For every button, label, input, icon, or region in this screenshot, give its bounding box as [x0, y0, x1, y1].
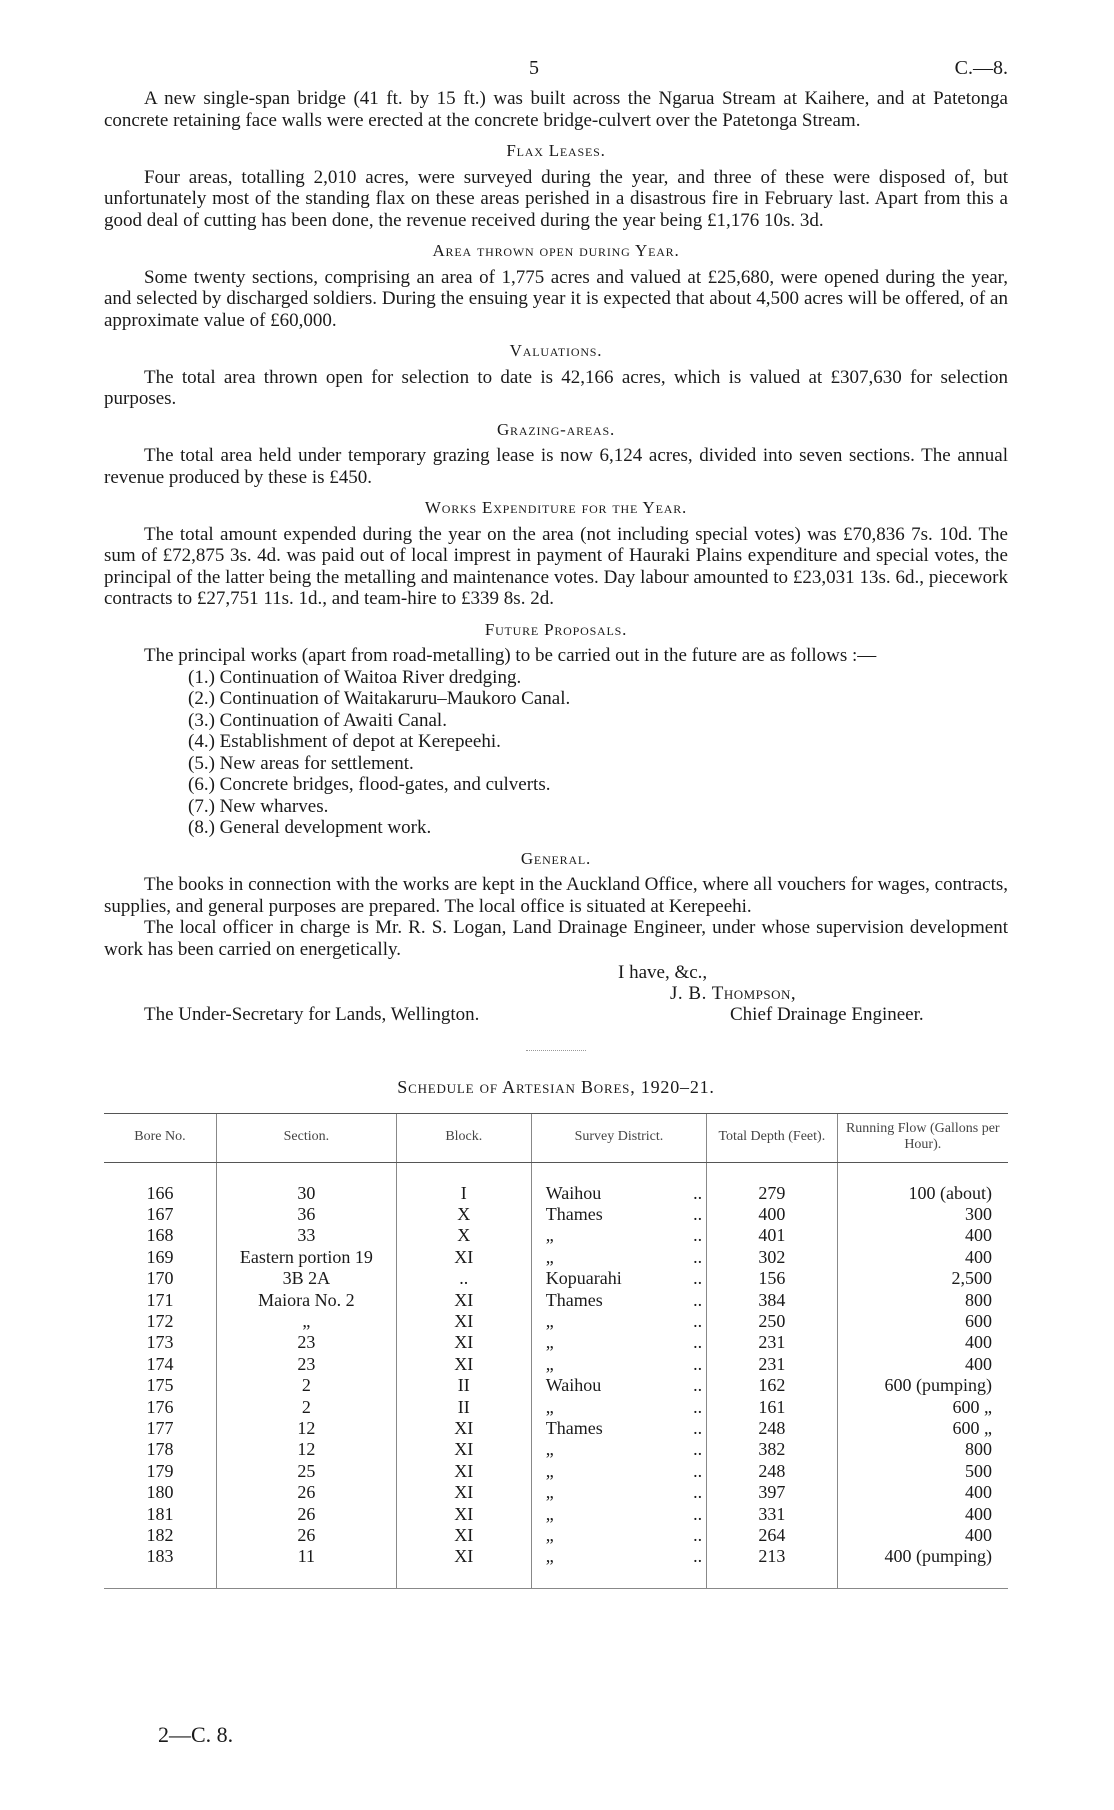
total-depth-cell: 248 [707, 1461, 837, 1482]
table-row [104, 1354, 1008, 1375]
section-heading: Works Expenditure for the Year. [424, 498, 688, 517]
survey-district-wrap [546, 1461, 702, 1482]
survey-district-name: „ [545, 1482, 554, 1503]
survey-district-name: Kopuarahi [545, 1268, 622, 1289]
survey-district-wrap [546, 1204, 702, 1225]
block-cell: XI [396, 1418, 531, 1439]
section-cell: Eastern portion 19 [216, 1247, 396, 1268]
section-cell: 3B 2A [216, 1268, 396, 1289]
survey-district-name: „ [545, 1225, 554, 1246]
section-cell: 26 [216, 1504, 396, 1525]
bore-number-cell: 182 [146, 1525, 174, 1545]
section-cell: 30 [216, 1162, 396, 1204]
section-general [104, 848, 1008, 961]
list-item: (2.) Continuation of Waitakaruru–Maukoro Canal. [188, 688, 571, 709]
dot-leader: .. [693, 1246, 703, 1267]
bore-number-cell: 180 [146, 1482, 174, 1503]
section-heading: Grazing-areas. [496, 419, 616, 439]
section-cell: 26 [216, 1525, 396, 1546]
bore-number-cell: 169 [146, 1246, 174, 1267]
survey-district-wrap [546, 1482, 702, 1503]
survey-district-cell [531, 1397, 706, 1418]
running-flow-cell: 400 [837, 1504, 1008, 1525]
section-heading: Flax Leases. [506, 141, 606, 160]
table-row [104, 1204, 1008, 1225]
survey-district-cell [531, 1439, 706, 1460]
section-area-thrown-open [104, 240, 1008, 331]
running-flow-cell: 100 (about) [837, 1162, 1008, 1204]
bore-number-cell: 171 [146, 1289, 174, 1310]
survey-district-name: „ [545, 1332, 554, 1353]
table-row [104, 1418, 1008, 1439]
survey-district-name: „ [545, 1439, 554, 1460]
survey-district-name: „ [545, 1525, 554, 1545]
running-flow-cell: 400 [837, 1225, 1008, 1246]
block-cell: XI [396, 1504, 531, 1525]
signoff-block [104, 962, 1008, 1028]
column-header: Running Flow (Gallons per Hour). [837, 1113, 1008, 1162]
running-flow-cell: 2,500 [837, 1268, 1008, 1289]
section-paragraph: The total amount expended during the year on the area (not including special votes) was £70,836 7s. 10d. The sum of £72,875 3s. 4d. was paid out of local imprest in payment of Hauraki Plains expenditure and special votes, the principal of the latter being the metalling and maintenance votes. Day labour amounted to £23,031 13s. 6d., piecework contracts to £27,751 11s. 1d., and team-hire to £339 8s. 2d. [104, 523, 1008, 609]
table-row [104, 1247, 1008, 1268]
document-reference: C.—8. [954, 57, 1008, 79]
running-flow-cell: 800 [837, 1439, 1008, 1460]
total-depth-cell: 400 [707, 1204, 837, 1225]
survey-district-name: „ [545, 1310, 554, 1331]
section-heading: Future Proposals. [484, 619, 628, 639]
running-flow-cell: 600 [837, 1311, 1008, 1332]
survey-district-wrap [546, 1546, 702, 1567]
running-flow-cell: 800 [837, 1290, 1008, 1311]
survey-district-name: Waihou [545, 1182, 602, 1203]
total-depth-cell: 401 [707, 1225, 837, 1246]
section-grazing-areas [104, 419, 1008, 489]
survey-district-wrap [546, 1504, 702, 1525]
total-depth-cell: 231 [707, 1332, 837, 1353]
total-depth-cell: 382 [707, 1439, 837, 1460]
table-row [104, 1162, 1008, 1204]
table-row [104, 1225, 1008, 1246]
document-page [104, 0, 1008, 1589]
survey-district-name: „ [545, 1246, 554, 1267]
bore-number-cell: 175 [146, 1375, 174, 1396]
survey-district-wrap [546, 1268, 702, 1289]
dot-leader: .. [693, 1375, 703, 1396]
running-flow-cell: 600 „ [837, 1397, 1008, 1418]
section-cell: 25 [216, 1461, 396, 1482]
block-cell: XI [396, 1354, 531, 1375]
page-number: 5 [529, 57, 539, 79]
block-cell: XI [396, 1461, 531, 1482]
total-depth-cell: 248 [707, 1418, 837, 1439]
signoff-addressee: The Under-Secretary for Lands, Wellington. [144, 1004, 480, 1025]
dot-leader: .. [693, 1439, 703, 1460]
running-flow-cell: 400 [837, 1482, 1008, 1503]
running-flow-cell: 600 (pumping) [837, 1375, 1008, 1396]
dot-leader: .. [693, 1396, 703, 1417]
bore-number-cell: 181 [146, 1503, 174, 1524]
running-flow-cell: 400 [837, 1247, 1008, 1268]
survey-district-wrap [546, 1397, 702, 1418]
total-depth-cell: 213 [707, 1546, 837, 1588]
signoff-name: J. B. Thompson, [670, 983, 797, 1004]
block-cell: X [396, 1204, 531, 1225]
bore-number-cell: 174 [146, 1353, 174, 1374]
survey-district-cell [531, 1461, 706, 1482]
column-header: Total Depth (Feet). [707, 1113, 837, 1162]
block-cell: XI [396, 1311, 531, 1332]
block-cell: XI [396, 1332, 531, 1353]
dot-leader: .. [693, 1503, 703, 1524]
bore-number-cell: 183 [146, 1546, 174, 1567]
survey-district-name: Thames [545, 1203, 603, 1224]
block-cell: II [396, 1375, 531, 1396]
survey-district-cell [531, 1162, 706, 1204]
total-depth-cell: 331 [707, 1504, 837, 1525]
section-cell: 11 [216, 1546, 396, 1588]
block-cell: XI [396, 1290, 531, 1311]
survey-district-wrap [546, 1418, 702, 1439]
survey-district-cell [531, 1332, 706, 1353]
bore-number-cell: 168 [146, 1225, 174, 1246]
dot-leader: .. [693, 1289, 703, 1310]
survey-district-wrap [546, 1375, 702, 1396]
section-cell: 33 [216, 1225, 396, 1246]
table-row [104, 1375, 1008, 1396]
bore-number-cell: 173 [146, 1332, 174, 1353]
total-depth-cell: 264 [707, 1525, 837, 1546]
section-flax-leases [104, 140, 1008, 231]
section-paragraph: Four areas, totalling 2,010 acres, were surveyed during the year, and three of these were disposed of, but unfortunately most of the standing flax on these areas perished in a disastrous fire in February last. Apart from this a good deal of cutting has been done, the revenue received during the year being £1,176 10s. 3d. [104, 166, 1008, 231]
list-item: (4.) Establishment of depot at Kerepeehi. [188, 731, 501, 752]
survey-district-cell [531, 1247, 706, 1268]
survey-district-name: Thames [545, 1289, 603, 1310]
signoff-title: Chief Drainage Engineer. [730, 1004, 924, 1025]
table-row [104, 1525, 1008, 1546]
list-item: (7.) New wharves. [188, 795, 329, 817]
page-header [104, 0, 1008, 88]
section-paragraph: The total area thrown open for selection to date is 42,166 acres, which is valued at £307,630 for selection purposes. [104, 366, 1008, 409]
survey-district-cell [531, 1525, 706, 1546]
table-row [104, 1439, 1008, 1460]
schedule-title: Schedule of Artesian Bores, 1920–21. [397, 1077, 715, 1097]
page-footer: 2—C. 8. [158, 1722, 234, 1747]
survey-district-cell [531, 1354, 706, 1375]
artesian-bores-table [104, 1113, 1008, 1589]
block-cell: XI [396, 1546, 531, 1588]
block-cell: XI [396, 1247, 531, 1268]
total-depth-cell: 162 [707, 1375, 837, 1396]
bore-number-cell: 178 [146, 1439, 174, 1460]
column-header: Bore No. [104, 1113, 216, 1162]
survey-district-cell [531, 1418, 706, 1439]
divider [526, 1050, 586, 1051]
survey-district-wrap [546, 1183, 702, 1204]
section-heading: General. [520, 848, 592, 868]
bore-number-cell: 172 [146, 1310, 174, 1331]
total-depth-cell: 161 [707, 1397, 837, 1418]
survey-district-name: „ [545, 1353, 554, 1374]
section-cell: 2 [216, 1375, 396, 1396]
block-cell: XI [396, 1525, 531, 1546]
running-flow-cell: 300 [837, 1204, 1008, 1225]
total-depth-cell: 279 [707, 1162, 837, 1204]
table-header-row [104, 1113, 1008, 1162]
table-row [104, 1290, 1008, 1311]
table-row [104, 1397, 1008, 1418]
total-depth-cell: 231 [707, 1354, 837, 1375]
section-paragraph: The books in connection with the works are kept in the Auckland Office, where all vouchers for wages, contracts, supplies, and general purposes are prepared. The local office is situated at Kerepeehi. [104, 874, 1008, 917]
dot-leader: .. [693, 1417, 703, 1438]
section-paragraph: Some twenty sections, comprising an area of 1,775 acres and valued at £25,680, were opened during the year, and selected by discharged soldiers. During the ensuing year it is expected that about 4,500 acres will be offered, of an approximate value of £60,000. [104, 266, 1008, 331]
survey-district-wrap [546, 1225, 702, 1246]
survey-district-cell [531, 1225, 706, 1246]
proposal-list [104, 667, 1008, 839]
survey-district-cell [531, 1504, 706, 1525]
section-cell: 26 [216, 1482, 396, 1503]
list-item: (5.) New areas for settlement. [188, 752, 414, 774]
survey-district-cell [531, 1546, 706, 1588]
survey-district-cell [531, 1375, 706, 1396]
column-header: Survey District. [531, 1113, 706, 1162]
survey-district-name: Thames [545, 1417, 603, 1438]
running-flow-cell: 400 [837, 1332, 1008, 1353]
survey-district-wrap [546, 1290, 702, 1311]
survey-district-name: Waihou [545, 1375, 602, 1396]
table-row [104, 1546, 1008, 1588]
section-cell: 12 [216, 1439, 396, 1460]
section-paragraph: The total area held under temporary grazing lease is now 6,124 acres, divided into seven sections. The annual revenue produced by these is £450. [104, 445, 1008, 488]
dot-leader: .. [693, 1310, 703, 1331]
section-cell: „ [216, 1311, 396, 1332]
bore-number-cell: 167 [146, 1203, 174, 1224]
table-row [104, 1504, 1008, 1525]
signoff-greeting: I have, &c., [618, 962, 708, 983]
survey-district-name: „ [545, 1396, 554, 1417]
survey-district-name: „ [545, 1546, 554, 1567]
survey-district-name: „ [545, 1503, 554, 1524]
bore-number-cell: 176 [146, 1396, 174, 1417]
dot-leader: .. [693, 1332, 703, 1353]
list-item: (6.) Concrete bridges, flood-gates, and culverts. [188, 774, 551, 795]
survey-district-wrap [546, 1439, 702, 1460]
table-row [104, 1268, 1008, 1289]
block-cell: II [396, 1397, 531, 1418]
block-cell: XI [396, 1439, 531, 1460]
dot-leader: .. [693, 1225, 703, 1246]
list-item: (1.) Continuation of Waitoa River dredging. [188, 666, 522, 688]
column-header: Block. [396, 1113, 531, 1162]
section-heading: Area thrown open during Year. [432, 241, 680, 260]
survey-district-cell [531, 1204, 706, 1225]
table-body [104, 1162, 1008, 1588]
table-row [104, 1461, 1008, 1482]
section-future-proposals [104, 619, 1008, 839]
table-row [104, 1332, 1008, 1353]
survey-district-wrap [546, 1311, 702, 1332]
survey-district-cell [531, 1311, 706, 1332]
dot-leader: .. [693, 1203, 703, 1224]
total-depth-cell: 302 [707, 1247, 837, 1268]
dot-leader: .. [693, 1353, 703, 1374]
section-cell: 2 [216, 1397, 396, 1418]
section-cell: Maiora No. 2 [216, 1290, 396, 1311]
survey-district-wrap [546, 1247, 702, 1268]
bore-number-cell: 170 [146, 1268, 174, 1289]
total-depth-cell: 156 [707, 1268, 837, 1289]
total-depth-cell: 384 [707, 1290, 837, 1311]
section-cell: 23 [216, 1354, 396, 1375]
dot-leader: .. [693, 1460, 703, 1481]
total-depth-cell: 250 [707, 1311, 837, 1332]
block-cell: .. [396, 1268, 531, 1289]
section-heading: Valuations. [509, 341, 603, 360]
survey-district-cell [531, 1290, 706, 1311]
intro-paragraph: A new single-span bridge (41 ft. by 15 ft.) was built across the Ngarua Stream at Kaihere, and at Patetonga concrete retaining face walls were erected at the concrete bridge-culvert over the Patetonga Stream. [104, 88, 1008, 131]
dot-leader: .. [693, 1268, 703, 1289]
survey-district-wrap [546, 1525, 702, 1546]
section-cell: 36 [216, 1204, 396, 1225]
survey-district-name: „ [545, 1460, 554, 1481]
running-flow-cell: 400 (pumping) [837, 1546, 1008, 1588]
bore-number-cell: 177 [146, 1417, 174, 1438]
bore-number-cell: 166 [146, 1182, 174, 1203]
column-header: Section. [216, 1113, 396, 1162]
dot-leader: .. [693, 1546, 703, 1567]
bore-number-cell: 179 [146, 1460, 174, 1481]
block-cell: I [396, 1162, 531, 1204]
survey-district-cell [531, 1482, 706, 1503]
running-flow-cell: 600 „ [837, 1418, 1008, 1439]
survey-district-cell [531, 1268, 706, 1289]
dot-leader: .. [693, 1482, 703, 1503]
section-paragraph: The local officer in charge is Mr. R. S. Logan, Land Drainage Engineer, under whose supervision development work has been carried on energetically. [104, 917, 1008, 960]
list-item: (3.) Continuation of Awaiti Canal. [188, 709, 447, 731]
dot-leader: .. [693, 1525, 703, 1545]
section-cell: 12 [216, 1418, 396, 1439]
running-flow-cell: 500 [837, 1461, 1008, 1482]
section-paragraph: The principal works (apart from road-metalling) to be carried out in the future are as follows :— [144, 645, 877, 666]
block-cell: X [396, 1225, 531, 1246]
section-valuations [104, 340, 1008, 410]
table-row [104, 1311, 1008, 1332]
section-works-expenditure [104, 497, 1008, 610]
list-item: (8.) General development work. [188, 817, 432, 838]
section-cell: 23 [216, 1332, 396, 1353]
dot-leader: .. [693, 1182, 703, 1203]
table-row [104, 1482, 1008, 1503]
running-flow-cell: 400 [837, 1354, 1008, 1375]
survey-district-wrap [546, 1332, 702, 1353]
total-depth-cell: 397 [707, 1482, 837, 1503]
running-flow-cell: 400 [837, 1525, 1008, 1546]
survey-district-wrap [546, 1354, 702, 1375]
block-cell: XI [396, 1482, 531, 1503]
